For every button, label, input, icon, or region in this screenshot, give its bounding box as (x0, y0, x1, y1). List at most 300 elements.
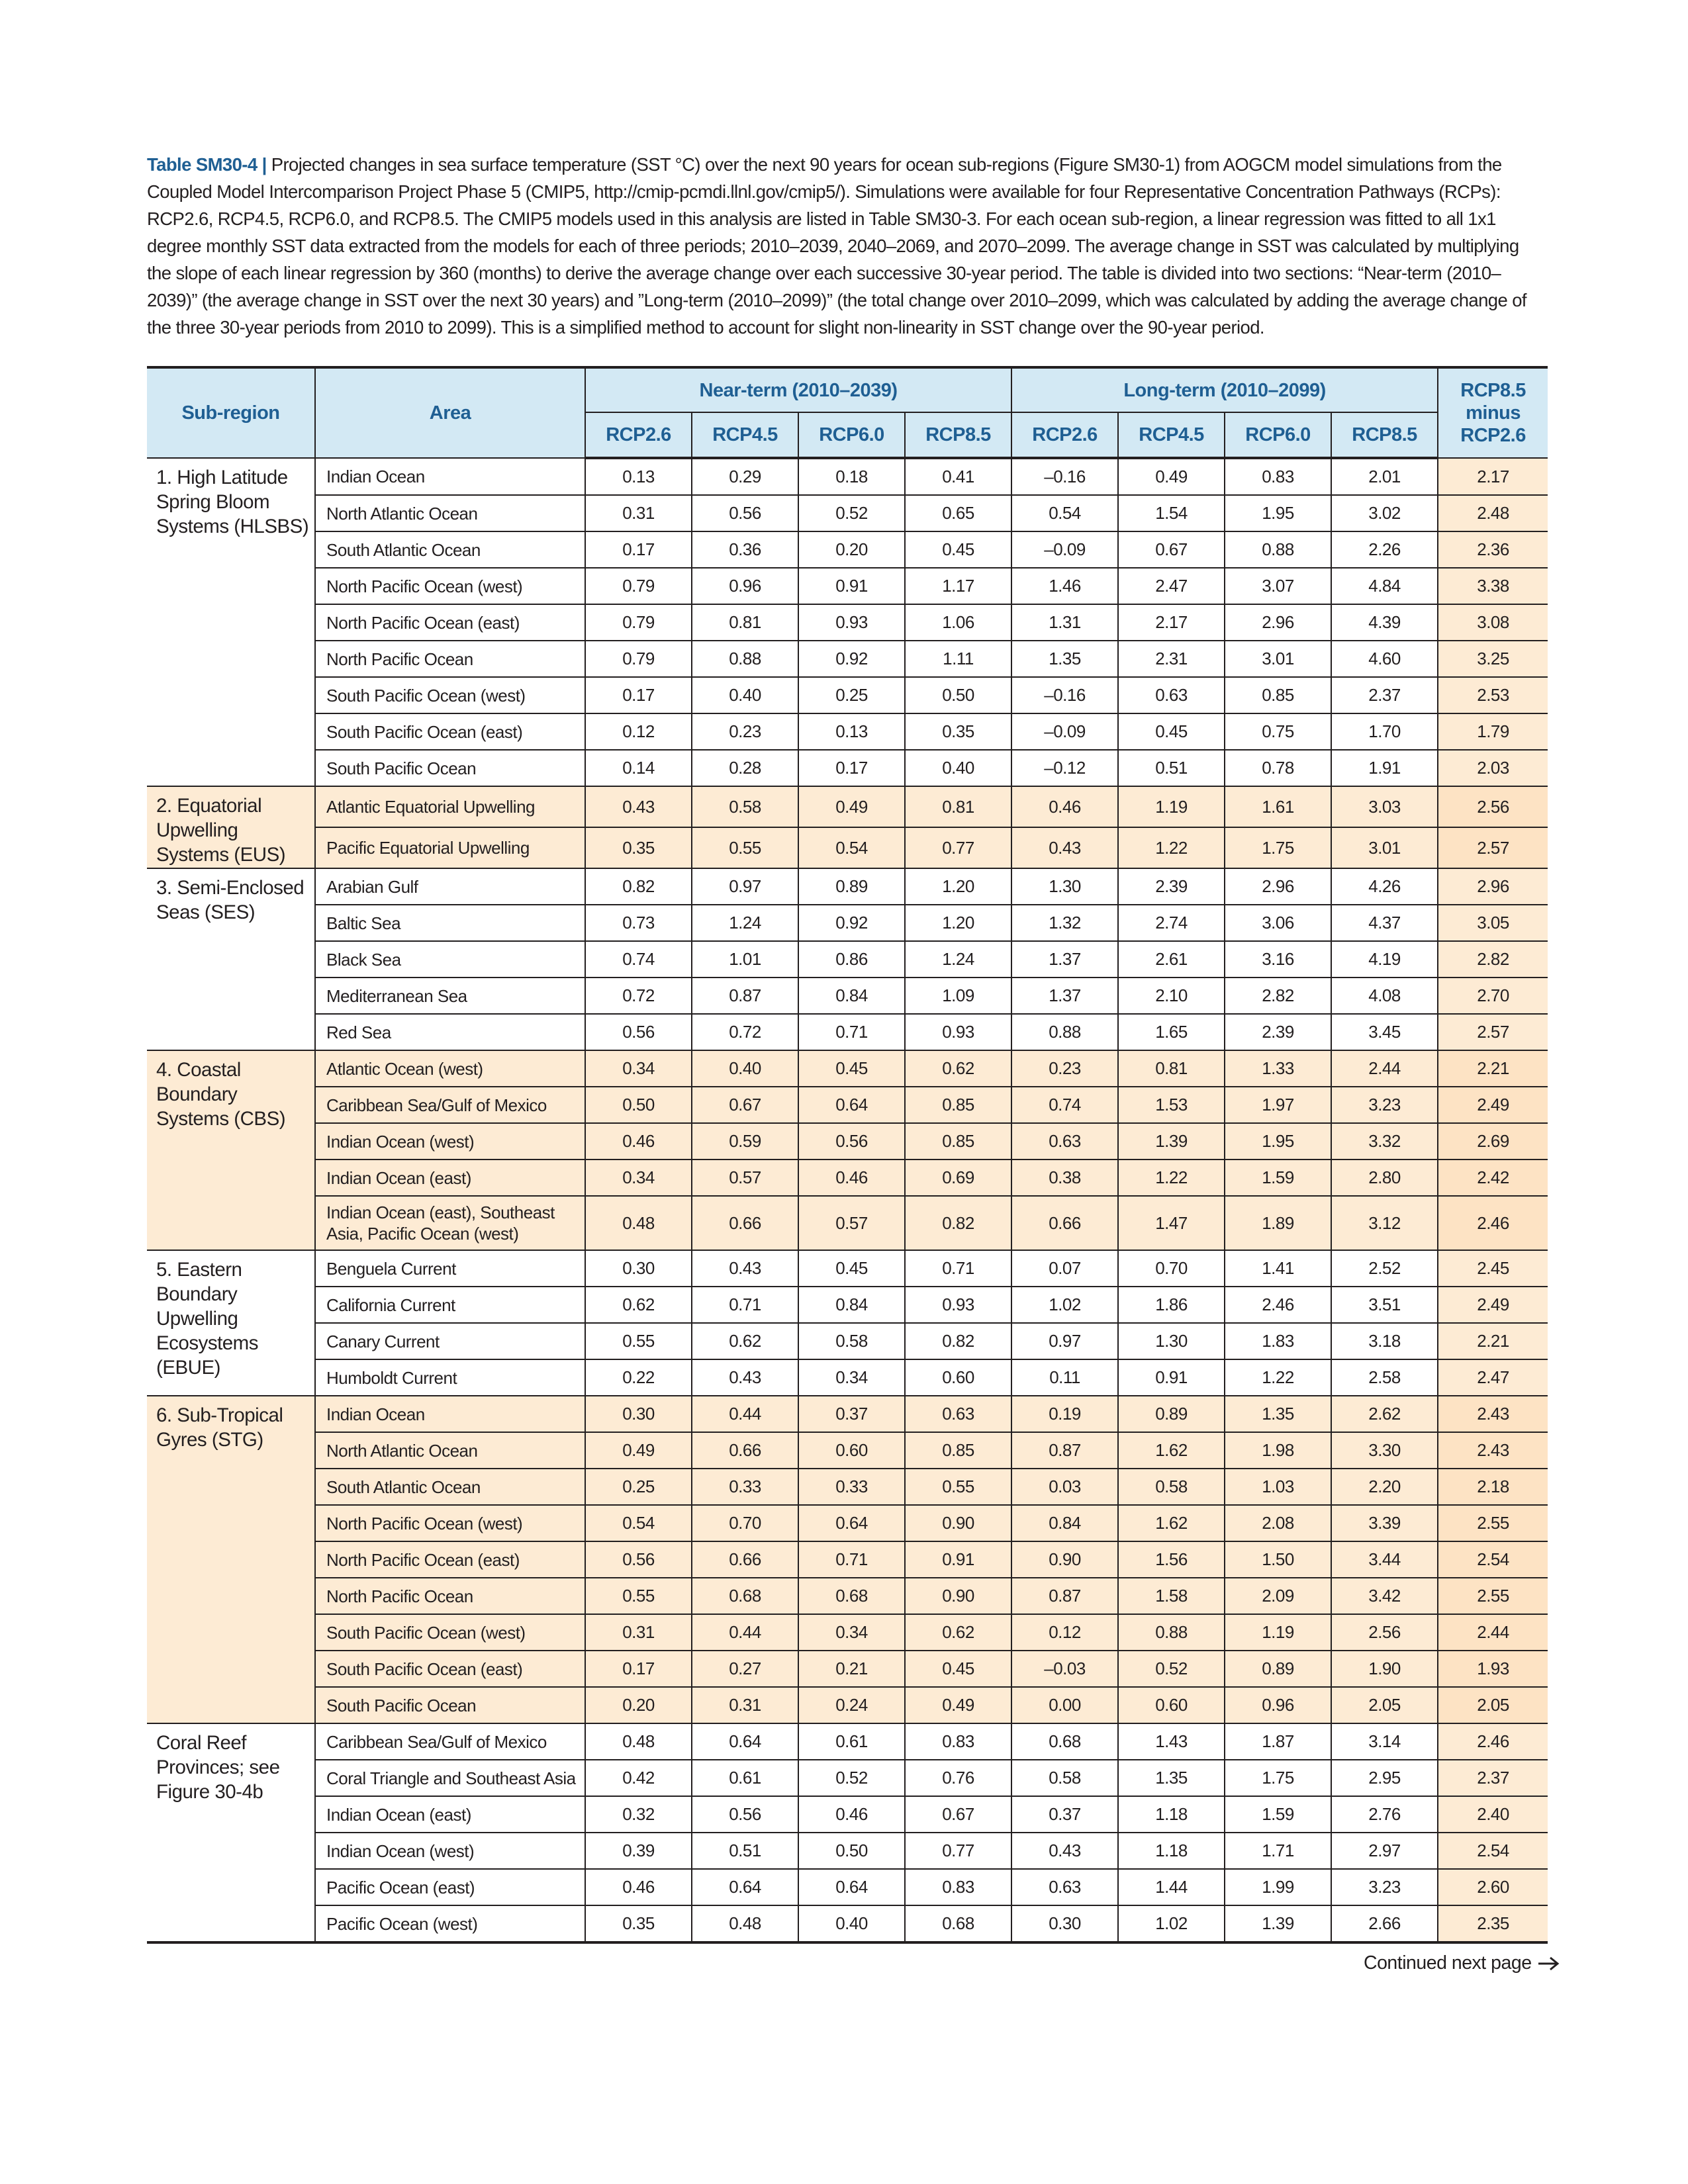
header-near-rcp60: RCP6.0 (798, 412, 905, 458)
area-cell: Humboldt Current (315, 1359, 585, 1396)
long-term-value-cell: 2.31 (1118, 641, 1225, 677)
long-term-value-cell: 1.99 (1225, 1869, 1331, 1905)
area-cell: North Pacific Ocean (315, 641, 585, 677)
near-term-value-cell: 0.33 (798, 1469, 905, 1505)
near-term-value-cell: 0.66 (692, 1196, 798, 1250)
subregion-cell: 1. High Latitude Spring Bloom Systems (HLSBS) (147, 458, 315, 786)
near-term-value-cell: 0.92 (798, 905, 905, 941)
near-term-value-cell: 0.82 (905, 1196, 1011, 1250)
near-term-value-cell: 0.70 (692, 1505, 798, 1541)
long-term-value-cell: 0.58 (1118, 1469, 1225, 1505)
near-term-value-cell: 0.55 (905, 1469, 1011, 1505)
near-term-value-cell: 0.45 (905, 531, 1011, 568)
difference-cell: 2.47 (1438, 1359, 1548, 1396)
near-term-value-cell: 0.82 (585, 868, 692, 905)
near-term-value-cell: 1.17 (905, 568, 1011, 604)
long-term-value-cell: 1.31 (1011, 604, 1118, 641)
long-term-value-cell: 0.68 (1011, 1723, 1118, 1760)
header-long-term: Long-term (2010–2099) (1011, 367, 1438, 412)
area-cell: Indian Ocean (315, 1396, 585, 1432)
long-term-value-cell: 1.47 (1118, 1196, 1225, 1250)
near-term-value-cell: 0.48 (692, 1905, 798, 1942)
difference-cell: 3.05 (1438, 905, 1548, 941)
near-term-value-cell: 0.85 (905, 1123, 1011, 1160)
near-term-value-cell: 0.52 (798, 1760, 905, 1796)
difference-cell: 2.43 (1438, 1432, 1548, 1469)
area-cell: California Current (315, 1287, 585, 1323)
near-term-value-cell: 0.83 (905, 1723, 1011, 1760)
difference-cell: 2.82 (1438, 941, 1548, 978)
near-term-value-cell: 0.60 (905, 1359, 1011, 1396)
near-term-value-cell: 0.79 (585, 568, 692, 604)
near-term-value-cell: 0.65 (905, 495, 1011, 531)
long-term-value-cell: 1.41 (1225, 1250, 1331, 1287)
near-term-value-cell: 0.56 (585, 1541, 692, 1578)
long-term-value-cell: 0.90 (1011, 1541, 1118, 1578)
difference-cell: 2.55 (1438, 1578, 1548, 1614)
long-term-value-cell: 3.02 (1331, 495, 1438, 531)
near-term-value-cell: 0.68 (905, 1905, 1011, 1942)
area-cell: Indian Ocean (315, 458, 585, 495)
long-term-value-cell: 2.80 (1331, 1160, 1438, 1196)
long-term-value-cell: 4.39 (1331, 604, 1438, 641)
near-term-value-cell: 0.43 (692, 1359, 798, 1396)
near-term-value-cell: 0.62 (905, 1050, 1011, 1087)
long-term-value-cell: 1.61 (1225, 786, 1331, 827)
table-row (147, 1905, 1548, 1942)
difference-cell: 2.54 (1438, 1833, 1548, 1869)
near-term-value-cell: 0.55 (585, 1323, 692, 1359)
near-term-value-cell: 0.49 (585, 1432, 692, 1469)
long-term-value-cell: 3.18 (1331, 1323, 1438, 1359)
near-term-value-cell: 0.72 (692, 1014, 798, 1050)
caption-separator: | (261, 154, 267, 175)
difference-cell: 2.57 (1438, 827, 1548, 868)
near-term-value-cell: 0.20 (585, 1687, 692, 1723)
long-term-value-cell: 0.88 (1011, 1014, 1118, 1050)
near-term-value-cell: 0.44 (692, 1396, 798, 1432)
area-cell: Indian Ocean (east), Southeast Asia, Pacific Ocean (west) (315, 1196, 585, 1250)
header-subregion: Sub-region (147, 367, 315, 458)
long-term-value-cell: 3.44 (1331, 1541, 1438, 1578)
near-term-value-cell: 0.84 (798, 978, 905, 1014)
long-term-value-cell: 1.86 (1118, 1287, 1225, 1323)
long-term-value-cell: 1.22 (1118, 1160, 1225, 1196)
long-term-value-cell: 0.63 (1011, 1869, 1118, 1905)
long-term-value-cell: 3.30 (1331, 1432, 1438, 1469)
near-term-value-cell: 0.74 (585, 941, 692, 978)
difference-cell: 2.49 (1438, 1287, 1548, 1323)
long-term-value-cell: 2.20 (1331, 1469, 1438, 1505)
table-row (147, 641, 1548, 677)
table-row (147, 1869, 1548, 1905)
long-term-value-cell: 0.81 (1118, 1050, 1225, 1087)
area-cell: Indian Ocean (east) (315, 1796, 585, 1833)
long-term-value-cell: 2.96 (1225, 604, 1331, 641)
near-term-value-cell: 1.11 (905, 641, 1011, 677)
area-cell: South Pacific Ocean (east) (315, 1651, 585, 1687)
long-term-value-cell: 3.03 (1331, 786, 1438, 827)
near-term-value-cell: 0.46 (798, 1796, 905, 1833)
long-term-value-cell: 2.76 (1331, 1796, 1438, 1833)
table-row (147, 1250, 1548, 1287)
area-cell: Canary Current (315, 1323, 585, 1359)
long-term-value-cell: 0.87 (1011, 1578, 1118, 1614)
table-row (147, 905, 1548, 941)
long-term-value-cell: 1.39 (1118, 1123, 1225, 1160)
table-group (147, 868, 1548, 1050)
near-term-value-cell: 0.61 (692, 1760, 798, 1796)
long-term-value-cell: 4.08 (1331, 978, 1438, 1014)
long-term-value-cell: 2.58 (1331, 1359, 1438, 1396)
long-term-value-cell: 2.44 (1331, 1050, 1438, 1087)
table-row (147, 531, 1548, 568)
long-term-value-cell: 2.37 (1331, 677, 1438, 713)
long-term-value-cell: 1.97 (1225, 1087, 1331, 1123)
near-term-value-cell: 0.31 (585, 495, 692, 531)
near-term-value-cell: 0.55 (692, 827, 798, 868)
difference-cell: 1.79 (1438, 713, 1548, 750)
near-term-value-cell: 0.68 (692, 1578, 798, 1614)
near-term-value-cell: 0.45 (905, 1651, 1011, 1687)
area-cell: Atlantic Equatorial Upwelling (315, 786, 585, 827)
near-term-value-cell: 0.36 (692, 531, 798, 568)
near-term-value-cell: 1.09 (905, 978, 1011, 1014)
near-term-value-cell: 0.91 (798, 568, 905, 604)
near-term-value-cell: 0.43 (692, 1250, 798, 1287)
near-term-value-cell: 0.32 (585, 1796, 692, 1833)
difference-cell: 2.49 (1438, 1087, 1548, 1123)
near-term-value-cell: 0.35 (585, 827, 692, 868)
long-term-value-cell: 2.96 (1225, 868, 1331, 905)
long-term-value-cell: 0.88 (1225, 531, 1331, 568)
long-term-value-cell: 0.67 (1118, 531, 1225, 568)
near-term-value-cell: 0.13 (798, 713, 905, 750)
long-term-value-cell: 0.83 (1225, 458, 1331, 495)
near-term-value-cell: 0.52 (798, 495, 905, 531)
long-term-value-cell: 0.23 (1011, 1050, 1118, 1087)
table-row (147, 1196, 1548, 1250)
near-term-value-cell: 0.93 (798, 604, 905, 641)
long-term-value-cell: 0.11 (1011, 1359, 1118, 1396)
near-term-value-cell: 0.71 (798, 1014, 905, 1050)
near-term-value-cell: 0.85 (905, 1432, 1011, 1469)
near-term-value-cell: 0.41 (905, 458, 1011, 495)
long-term-value-cell: 1.83 (1225, 1323, 1331, 1359)
area-cell: South Pacific Ocean (315, 750, 585, 786)
near-term-value-cell: 0.71 (692, 1287, 798, 1323)
area-cell: Benguela Current (315, 1250, 585, 1287)
near-term-value-cell: 0.34 (585, 1050, 692, 1087)
long-term-value-cell: 0.85 (1225, 677, 1331, 713)
near-term-value-cell: 0.17 (798, 750, 905, 786)
near-term-value-cell: 0.31 (692, 1687, 798, 1723)
long-term-value-cell: 3.07 (1225, 568, 1331, 604)
long-term-value-cell: 2.47 (1118, 568, 1225, 604)
near-term-value-cell: 0.30 (585, 1396, 692, 1432)
table-row (147, 604, 1548, 641)
long-term-value-cell: 4.37 (1331, 905, 1438, 941)
near-term-value-cell: 0.79 (585, 604, 692, 641)
near-term-value-cell: 0.58 (692, 786, 798, 827)
long-term-value-cell: 2.52 (1331, 1250, 1438, 1287)
header-long-rcp85: RCP8.5 (1331, 412, 1438, 458)
long-term-value-cell: 0.45 (1118, 713, 1225, 750)
difference-cell: 2.03 (1438, 750, 1548, 786)
area-cell: Caribbean Sea/Gulf of Mexico (315, 1087, 585, 1123)
near-term-value-cell: 0.66 (692, 1541, 798, 1578)
long-term-value-cell: 1.18 (1118, 1833, 1225, 1869)
subregion-cell: 4. Coastal Boundary Systems (CBS) (147, 1050, 315, 1250)
long-term-value-cell: 3.42 (1331, 1578, 1438, 1614)
near-term-value-cell: 0.73 (585, 905, 692, 941)
long-term-value-cell: 1.02 (1118, 1905, 1225, 1942)
table-row (147, 1359, 1548, 1396)
difference-cell: 2.54 (1438, 1541, 1548, 1578)
near-term-value-cell: 0.91 (905, 1541, 1011, 1578)
near-term-value-cell: 0.50 (585, 1087, 692, 1123)
near-term-value-cell: 0.64 (692, 1723, 798, 1760)
table-row (147, 1287, 1548, 1323)
long-term-value-cell: 0.66 (1011, 1196, 1118, 1250)
table-row (147, 1050, 1548, 1087)
long-term-value-cell: 3.32 (1331, 1123, 1438, 1160)
area-cell: Pacific Equatorial Upwelling (315, 827, 585, 868)
long-term-value-cell: 0.37 (1011, 1796, 1118, 1833)
long-term-value-cell: 0.75 (1225, 713, 1331, 750)
sst-projection-table (147, 366, 1548, 1944)
near-term-value-cell: 0.56 (692, 495, 798, 531)
long-term-value-cell: 2.46 (1225, 1287, 1331, 1323)
area-cell: South Pacific Ocean (east) (315, 713, 585, 750)
long-term-value-cell: 1.62 (1118, 1432, 1225, 1469)
long-term-value-cell: 0.51 (1118, 750, 1225, 786)
long-term-value-cell: 0.49 (1118, 458, 1225, 495)
long-term-value-cell: 1.50 (1225, 1541, 1331, 1578)
near-term-value-cell: 0.23 (692, 713, 798, 750)
area-cell: North Atlantic Ocean (315, 1432, 585, 1469)
table-group (147, 1396, 1548, 1723)
header-long-rcp26: RCP2.6 (1011, 412, 1118, 458)
header-near-term: Near-term (2010–2039) (585, 367, 1011, 412)
near-term-value-cell: 0.46 (798, 1160, 905, 1196)
near-term-value-cell: 0.40 (692, 1050, 798, 1087)
near-term-value-cell: 0.56 (585, 1014, 692, 1050)
near-term-value-cell: 1.01 (692, 941, 798, 978)
near-term-value-cell: 0.60 (798, 1432, 905, 1469)
difference-cell: 3.38 (1438, 568, 1548, 604)
near-term-value-cell: 0.48 (585, 1196, 692, 1250)
difference-cell: 2.60 (1438, 1869, 1548, 1905)
long-term-value-cell: 1.58 (1118, 1578, 1225, 1614)
table-row (147, 1432, 1548, 1469)
subregion-cell: 2. Equatorial Upwelling Systems (EUS) (147, 786, 315, 868)
near-term-value-cell: 0.97 (692, 868, 798, 905)
long-term-value-cell: 2.05 (1331, 1687, 1438, 1723)
near-term-value-cell: 0.48 (585, 1723, 692, 1760)
area-cell: Mediterranean Sea (315, 978, 585, 1014)
long-term-value-cell: 1.35 (1118, 1760, 1225, 1796)
difference-cell: 2.40 (1438, 1796, 1548, 1833)
difference-cell: 2.56 (1438, 786, 1548, 827)
long-term-value-cell: –0.03 (1011, 1651, 1118, 1687)
long-term-value-cell: 4.84 (1331, 568, 1438, 604)
table-row (147, 1160, 1548, 1196)
long-term-value-cell: 1.32 (1011, 905, 1118, 941)
difference-cell: 2.05 (1438, 1687, 1548, 1723)
area-cell: Indian Ocean (west) (315, 1123, 585, 1160)
near-term-value-cell: 0.44 (692, 1614, 798, 1651)
near-term-value-cell: 0.34 (585, 1160, 692, 1196)
table-row (147, 1469, 1548, 1505)
long-term-value-cell: 1.22 (1225, 1359, 1331, 1396)
subregion-cell: Coral Reef Provinces; see Figure 30-4b (147, 1723, 315, 1942)
table-row (147, 1687, 1548, 1723)
near-term-value-cell: 0.31 (585, 1614, 692, 1651)
area-cell: South Pacific Ocean (315, 1687, 585, 1723)
long-term-value-cell: 1.75 (1225, 1760, 1331, 1796)
near-term-value-cell: 0.56 (798, 1123, 905, 1160)
near-term-value-cell: 0.51 (692, 1833, 798, 1869)
long-term-value-cell: –0.12 (1011, 750, 1118, 786)
long-term-value-cell: 2.39 (1225, 1014, 1331, 1050)
long-term-value-cell: 4.19 (1331, 941, 1438, 978)
near-term-value-cell: 0.93 (905, 1287, 1011, 1323)
header-long-rcp60: RCP6.0 (1225, 412, 1331, 458)
near-term-value-cell: 0.34 (798, 1614, 905, 1651)
table-row (147, 1541, 1548, 1578)
long-term-value-cell: 1.22 (1118, 827, 1225, 868)
long-term-value-cell: 0.54 (1011, 495, 1118, 531)
difference-cell: 2.42 (1438, 1160, 1548, 1196)
long-term-value-cell: 0.03 (1011, 1469, 1118, 1505)
table-row (147, 713, 1548, 750)
near-term-value-cell: 0.72 (585, 978, 692, 1014)
long-term-value-cell: 3.51 (1331, 1287, 1438, 1323)
area-cell: North Atlantic Ocean (315, 495, 585, 531)
area-cell: Arabian Gulf (315, 868, 585, 905)
header-near-rcp45: RCP4.5 (692, 412, 798, 458)
long-term-value-cell: 1.30 (1118, 1323, 1225, 1359)
long-term-value-cell: 1.91 (1331, 750, 1438, 786)
near-term-value-cell: 0.37 (798, 1396, 905, 1432)
table-group (147, 1250, 1548, 1396)
area-cell: Red Sea (315, 1014, 585, 1050)
table-row (147, 1323, 1548, 1359)
near-term-value-cell: 0.83 (905, 1869, 1011, 1905)
long-term-value-cell: 0.70 (1118, 1250, 1225, 1287)
long-term-value-cell: 2.66 (1331, 1905, 1438, 1942)
long-term-value-cell: 1.19 (1118, 786, 1225, 827)
long-term-value-cell: 1.54 (1118, 495, 1225, 531)
long-term-value-cell: 3.45 (1331, 1014, 1438, 1050)
area-cell: Caribbean Sea/Gulf of Mexico (315, 1723, 585, 1760)
difference-cell: 2.44 (1438, 1614, 1548, 1651)
long-term-value-cell: 2.17 (1118, 604, 1225, 641)
near-term-value-cell: 0.42 (585, 1760, 692, 1796)
table-group (147, 1050, 1548, 1250)
area-cell: Coral Triangle and Southeast Asia (315, 1760, 585, 1796)
long-term-value-cell: 1.65 (1118, 1014, 1225, 1050)
near-term-value-cell: 0.50 (905, 677, 1011, 713)
table-row (147, 1396, 1548, 1432)
long-term-value-cell: 2.26 (1331, 531, 1438, 568)
long-term-value-cell: 0.89 (1225, 1651, 1331, 1687)
near-term-value-cell: 0.28 (692, 750, 798, 786)
table-row (147, 1723, 1548, 1760)
near-term-value-cell: 0.90 (905, 1505, 1011, 1541)
near-term-value-cell: 0.90 (905, 1578, 1011, 1614)
near-term-value-cell: 0.81 (692, 604, 798, 641)
near-term-value-cell: 0.81 (905, 786, 1011, 827)
table-row (147, 1505, 1548, 1541)
near-term-value-cell: 0.62 (585, 1287, 692, 1323)
near-term-value-cell: 1.20 (905, 868, 1011, 905)
table-row (147, 868, 1548, 905)
difference-cell: 2.45 (1438, 1250, 1548, 1287)
near-term-value-cell: 0.62 (905, 1614, 1011, 1651)
near-term-value-cell: 0.66 (692, 1432, 798, 1469)
long-term-value-cell: 1.37 (1011, 978, 1118, 1014)
difference-cell: 2.35 (1438, 1905, 1548, 1942)
table-row (147, 1833, 1548, 1869)
long-term-value-cell: 3.01 (1225, 641, 1331, 677)
long-term-value-cell: 2.74 (1118, 905, 1225, 941)
near-term-value-cell: 0.25 (585, 1469, 692, 1505)
area-cell: North Pacific Ocean (west) (315, 1505, 585, 1541)
near-term-value-cell: 0.85 (905, 1087, 1011, 1123)
near-term-value-cell: 0.29 (692, 458, 798, 495)
long-term-value-cell: 2.10 (1118, 978, 1225, 1014)
area-cell: South Pacific Ocean (west) (315, 677, 585, 713)
difference-cell: 3.25 (1438, 641, 1548, 677)
subregion-cell: 6. Sub-Tropical Gyres (STG) (147, 1396, 315, 1723)
long-term-value-cell: 4.26 (1331, 868, 1438, 905)
long-term-value-cell: –0.16 (1011, 458, 1118, 495)
long-term-value-cell: 2.08 (1225, 1505, 1331, 1541)
near-term-value-cell: 0.71 (905, 1250, 1011, 1287)
long-term-value-cell: 1.18 (1118, 1796, 1225, 1833)
difference-cell: 2.43 (1438, 1396, 1548, 1432)
long-term-value-cell: 1.95 (1225, 495, 1331, 531)
table-row (147, 1087, 1548, 1123)
long-term-value-cell: 0.00 (1011, 1687, 1118, 1723)
near-term-value-cell: 0.96 (692, 568, 798, 604)
near-term-value-cell: 0.64 (798, 1505, 905, 1541)
long-term-value-cell: 2.39 (1118, 868, 1225, 905)
near-term-value-cell: 0.63 (905, 1396, 1011, 1432)
area-cell: North Pacific Ocean (east) (315, 1541, 585, 1578)
long-term-value-cell: 2.56 (1331, 1614, 1438, 1651)
long-term-value-cell: –0.09 (1011, 531, 1118, 568)
near-term-value-cell: 0.13 (585, 458, 692, 495)
table-row (147, 978, 1548, 1014)
near-term-value-cell: 0.17 (585, 677, 692, 713)
near-term-value-cell: 0.88 (692, 641, 798, 677)
long-term-value-cell: 2.82 (1225, 978, 1331, 1014)
long-term-value-cell: 0.74 (1011, 1087, 1118, 1123)
long-term-value-cell: 1.87 (1225, 1723, 1331, 1760)
near-term-value-cell: 0.30 (585, 1250, 692, 1287)
long-term-value-cell: 0.43 (1011, 1833, 1118, 1869)
area-cell: North Pacific Ocean (west) (315, 568, 585, 604)
long-term-value-cell: 3.16 (1225, 941, 1331, 978)
near-term-value-cell: 1.06 (905, 604, 1011, 641)
long-term-value-cell: 0.52 (1118, 1651, 1225, 1687)
near-term-value-cell: 0.40 (692, 677, 798, 713)
continued-label: Continued next page (1364, 1952, 1532, 1974)
long-term-value-cell: 0.07 (1011, 1250, 1118, 1287)
